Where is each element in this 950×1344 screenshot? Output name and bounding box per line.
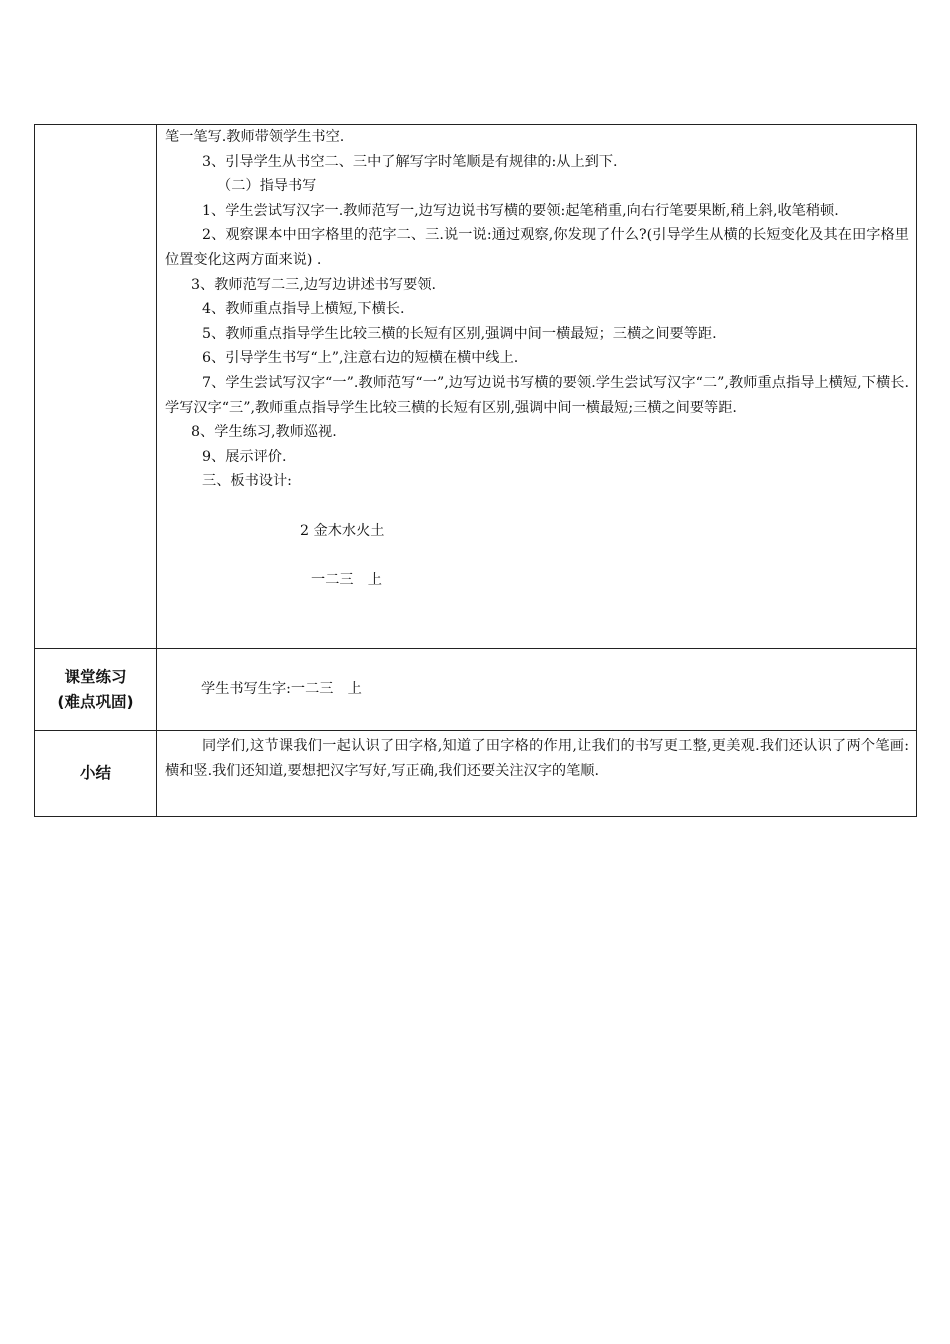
spacer bbox=[165, 543, 909, 568]
teaching-process-content bbox=[157, 125, 917, 649]
practice-content-cell bbox=[157, 649, 917, 731]
text-line: 6、引导学生书写“上”,注意右边的短横在横中线上. bbox=[202, 350, 519, 367]
practice-content: 学生书写生字:一二三 上 bbox=[201, 681, 362, 697]
practice-label bbox=[35, 649, 157, 731]
text-line: 3、引导学生从书空二、三中了解写字时笔顺是有规律的:从上到下. bbox=[202, 153, 618, 170]
text-line: 8、学生练习,教师巡视. bbox=[191, 424, 337, 441]
practice-label-line2: (难点巩固) bbox=[57, 692, 134, 711]
empty-label-cell bbox=[35, 125, 157, 649]
board-design-line: 一二三 上 bbox=[311, 571, 382, 588]
summary-content: 同学们,这节课我们一起认识了田字格,知道了田字格的作用,让我们的书写更工整,更美观.我们还认识了两个笔画:横和竖.我们还知道,要想把汉字写好,写正确,我们还要关注汉字的笔顺. bbox=[165, 738, 909, 779]
summary-row bbox=[35, 731, 917, 817]
text-line: 1、学生尝试写汉字一.教师范写一,边写边说书写横的要领:起笔稍重,向右行笔要果断,稍上斜,收笔稍顿. bbox=[202, 202, 839, 219]
board-design-line: 2 金木水火土 bbox=[300, 522, 385, 539]
text-line: 2、观察课本中田字格里的范字二、三.说一说:通过观察,你发现了什么?(引导学生从横的长短变化及其在田字格里位置变化这两方面来说) . bbox=[165, 227, 909, 268]
summary-content-cell bbox=[157, 731, 917, 817]
text-line: 4、教师重点指导上横短,下横长. bbox=[202, 301, 405, 318]
lesson-plan-table bbox=[34, 124, 917, 817]
summary-label: 小结 bbox=[35, 731, 157, 817]
text-line: 笔一笔写.教师带领学生书空. bbox=[165, 129, 345, 145]
spacer bbox=[165, 494, 909, 519]
text-line: 3、教师范写二三,边写边讲述书写要领. bbox=[191, 276, 437, 293]
text-line: 9、展示评价. bbox=[202, 448, 287, 465]
text-line: 7、学生尝试写汉字“一”.教师范写“一”,边写边说书写横的要领.学生尝试写汉字“二”,教师重点指导上横短,下横长.学写汉字“三”,教师重点指导学生比较三横的长短有区别,强调中间一横最短;三横之间要等距. bbox=[165, 374, 909, 416]
teaching-process-row bbox=[35, 125, 917, 649]
text-line: 5、教师重点指导学生比较三横的长短有区别,强调中间一横最短；三横之间要等距. bbox=[202, 325, 717, 342]
section-heading: 三、板书设计: bbox=[202, 473, 292, 490]
section-heading: （二）指导书写 bbox=[217, 178, 317, 195]
practice-row bbox=[35, 649, 917, 731]
practice-label-line1: 课堂练习 bbox=[64, 667, 127, 686]
